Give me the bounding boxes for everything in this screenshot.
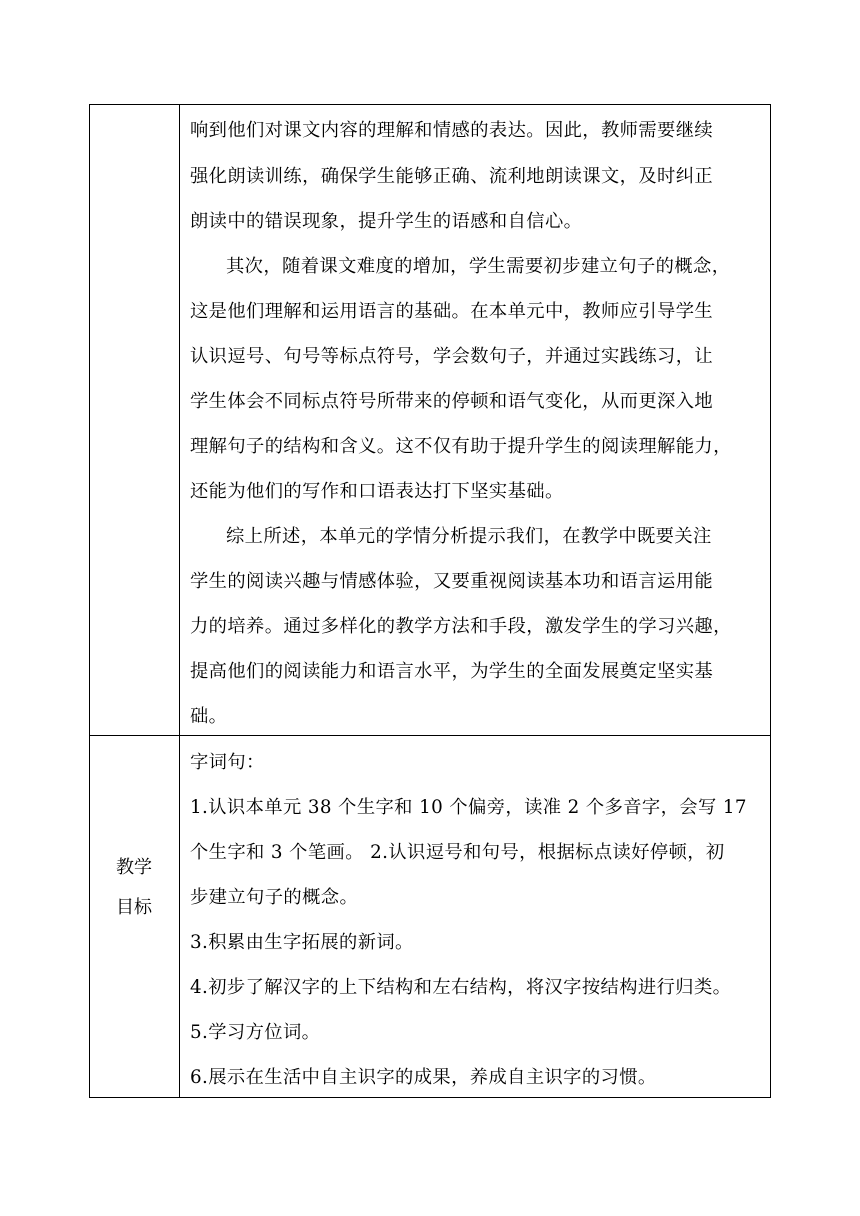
row-label-teaching-objectives bbox=[90, 848, 178, 928]
paragraph-line: 础。 bbox=[190, 706, 228, 727]
table-border-middle bbox=[89, 735, 771, 736]
paragraph-line: 其次，随着课文难度的增加，学生需要初步建立句子的概念， bbox=[226, 256, 731, 277]
objective-line: 3.积累由生字拓展的新词。 bbox=[190, 932, 414, 953]
paragraph-line: 学生体会不同标点符号所带来的停顿和语气变化，从而更深入地 bbox=[190, 391, 714, 412]
objective-line: 4.初步了解汉字的上下结构和左右结构，将汉字按结构进行归类。 bbox=[190, 977, 732, 998]
objective-line: 1.认识本单元 38 个生字和 10 个偏旁，读准 2 个多音字，会写 17 bbox=[190, 797, 747, 818]
paragraph-line: 朗读中的错误现象，提升学生的语感和自信心。 bbox=[190, 211, 583, 232]
table-border-left bbox=[89, 104, 90, 1098]
objective-line: 步建立句子的概念。 bbox=[190, 887, 359, 908]
row-label-line: 目标 bbox=[116, 897, 152, 918]
objective-line: 个生字和 3 个笔画。 2.认识逗号和句号，根据标点读好停顿，初 bbox=[190, 842, 725, 863]
paragraph-line: 认识逗号、句号等标点符号，学会数句子，并通过实践练习，让 bbox=[190, 346, 714, 367]
paragraph-line: 学生的阅读兴趣与情感体验，又要重视阅读基本功和语言运用能 bbox=[190, 571, 714, 592]
paragraph-line: 还能为他们的写作和口语表达打下坚实基础。 bbox=[190, 481, 564, 502]
paragraph-line: 提高他们的阅读能力和语言水平，为学生的全面发展奠定坚实基 bbox=[190, 661, 714, 682]
table-border-top bbox=[89, 104, 771, 105]
table-column-divider bbox=[179, 104, 180, 1098]
objectives-heading: 字词句： bbox=[190, 752, 265, 773]
paragraph-line: 响到他们对课文内容的理解和情感的表达。因此，教师需要继续 bbox=[190, 120, 714, 141]
table-border-right bbox=[770, 104, 771, 1098]
paragraph-line: 这是他们理解和运用语言的基础。在本单元中，教师应引导学生 bbox=[190, 301, 714, 322]
objective-line: 6.展示在生活中自主识字的成果，养成自主识字的习惯。 bbox=[190, 1067, 657, 1088]
paragraph-line: 理解句子的结构和含义。这不仅有助于提升学生的阅读理解能力， bbox=[190, 436, 732, 457]
paragraph-line: 力的培养。通过多样化的教学方法和手段，激发学生的学习兴趣， bbox=[190, 616, 732, 637]
objective-line: 5.学习方位词。 bbox=[190, 1022, 321, 1043]
paragraph-line: 综上所述，本单元的学情分析提示我们，在教学中既要关注 bbox=[226, 526, 712, 547]
row-label-line: 教学 bbox=[116, 857, 152, 878]
table-border-bottom bbox=[89, 1097, 771, 1098]
paragraph-line: 强化朗读训练，确保学生能够正确、流利地朗读课文，及时纠正 bbox=[190, 166, 714, 187]
